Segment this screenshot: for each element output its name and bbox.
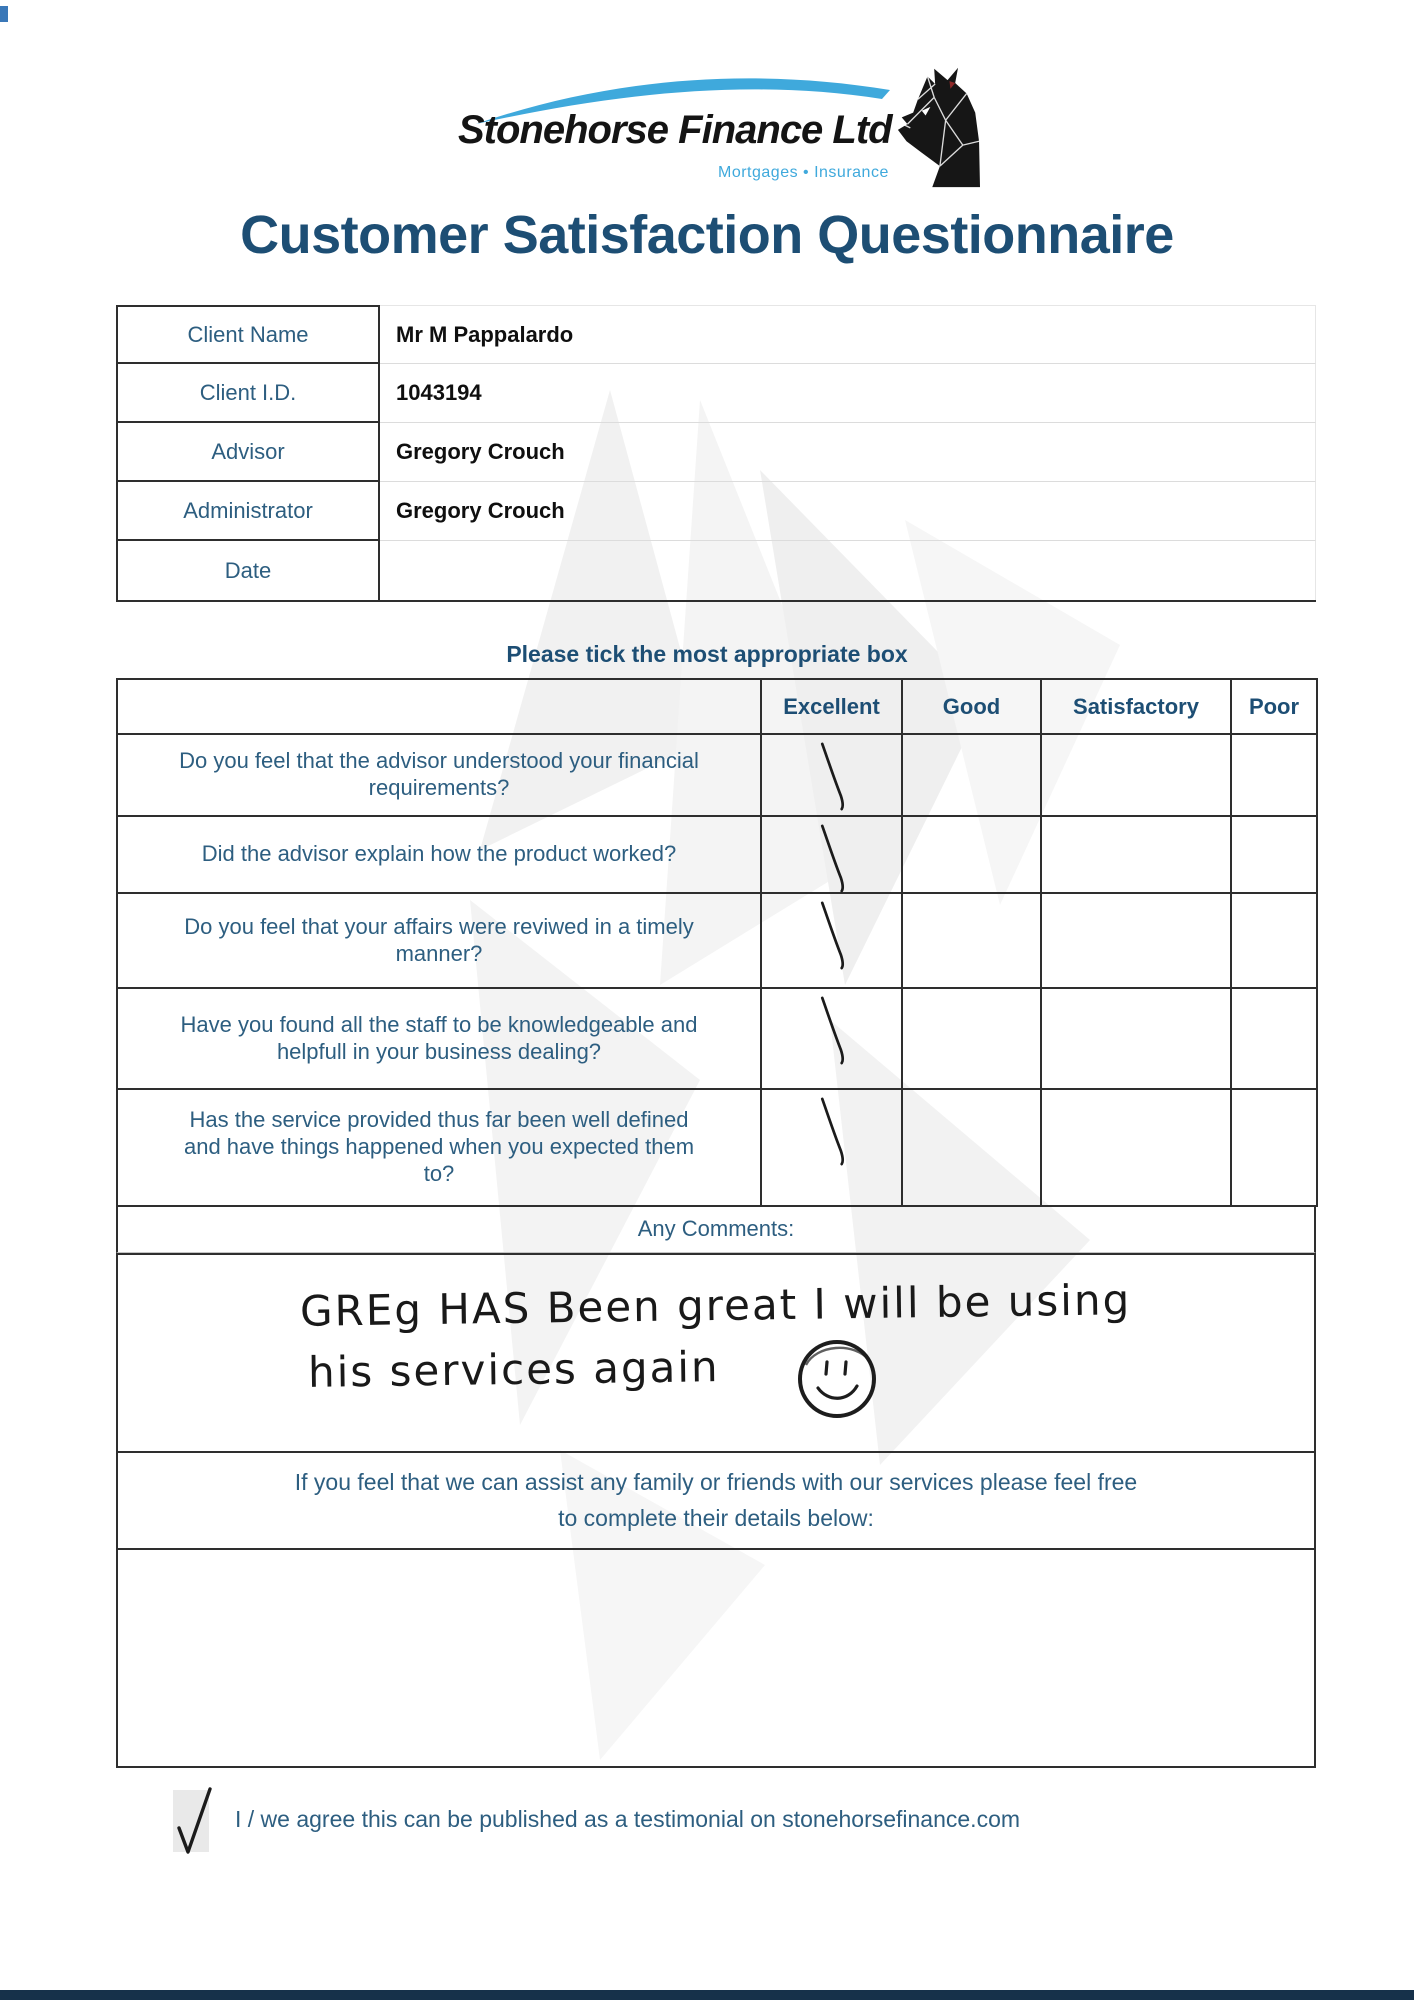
- question-text: Do you feel that your affairs were reviwed in a timely manner?: [118, 894, 762, 989]
- answer-cell: [1042, 989, 1232, 1090]
- answer-cell: [903, 817, 1042, 894]
- rating-table: [116, 678, 1318, 1207]
- comments-label: Any Comments:: [116, 1205, 1316, 1253]
- answer-cell: [1232, 894, 1318, 989]
- tick-mark-icon: [815, 900, 849, 970]
- tick-mark-icon: [815, 823, 849, 893]
- client-name-value: Mr M Pappalardo: [380, 305, 1316, 364]
- handwritten-comment-line1: GREg HAS Been great I will be using: [299, 1275, 1132, 1336]
- client-row: [116, 364, 1316, 423]
- brand-name: Stonehorse Finance Ltd: [458, 108, 892, 152]
- rating-header-empty-cell: [118, 680, 762, 735]
- testimonial-checkbox: [173, 1790, 209, 1852]
- smiley-icon: [790, 1331, 884, 1425]
- tick-mark-icon: [815, 1096, 849, 1166]
- question-text: Has the service provided thus far been well defined and have things happened when you expected them to?: [118, 1090, 762, 1207]
- column-header-excellent: Excellent: [762, 680, 903, 735]
- referral-note: [116, 1453, 1316, 1550]
- comments-box: [116, 1253, 1316, 1453]
- answer-cell: [762, 894, 903, 989]
- column-header-good: Good: [903, 680, 1042, 735]
- answer-cell: [1042, 894, 1232, 989]
- answer-cell: [1042, 735, 1232, 817]
- answer-cell: [903, 735, 1042, 817]
- client-row: [116, 541, 1316, 600]
- question-text: Have you found all the staff to be knowledgeable and helpfull in your business dealing?: [118, 989, 762, 1090]
- answer-cell: [903, 894, 1042, 989]
- check-icon: [168, 1782, 218, 1860]
- answer-cell: [1042, 817, 1232, 894]
- footer-bar: [0, 1990, 1414, 2000]
- client-info-table: [116, 305, 1316, 602]
- referral-line2: to complete their details below:: [558, 1504, 874, 1531]
- question-row: [118, 894, 1318, 989]
- page-title: Customer Satisfaction Questionnaire: [240, 205, 1174, 265]
- instruction-text: Please tick the most appropriate box: [506, 641, 908, 667]
- question-row: [118, 735, 1318, 817]
- question-row: [118, 1090, 1318, 1207]
- date-value: [380, 541, 1316, 600]
- column-header-satisfactory: Satisfactory: [1042, 680, 1232, 735]
- company-logo: [452, 52, 982, 194]
- testimonial-text: I / we agree this can be published as a testimonial on stonehorsefinance.com: [235, 1806, 1021, 1832]
- tick-mark-icon: [815, 741, 849, 811]
- question-text: Do you feel that the advisor understood your financial requirements?: [118, 735, 762, 817]
- client-row: [116, 305, 1316, 364]
- answer-cell: [1232, 735, 1318, 817]
- answer-cell: [762, 817, 903, 894]
- question-row: [118, 817, 1318, 894]
- answer-cell: [903, 989, 1042, 1090]
- referral-details-box: [116, 1550, 1316, 1768]
- testimonial-consent: [173, 1782, 1313, 1866]
- answer-cell: [1042, 1090, 1232, 1207]
- question-row: [118, 989, 1318, 1090]
- answer-cell: [1232, 817, 1318, 894]
- answer-cell: [762, 989, 903, 1090]
- answer-cell: [762, 1090, 903, 1207]
- date-label: Date: [116, 541, 380, 600]
- client-id-label: Client I.D.: [116, 364, 380, 423]
- client-name-label: Client Name: [116, 305, 380, 364]
- horse-head-icon: [896, 64, 980, 188]
- question-text: Did the advisor explain how the product worked?: [118, 817, 762, 894]
- client-row: [116, 482, 1316, 541]
- column-header-poor: Poor: [1232, 680, 1318, 735]
- handwritten-comment-line2: his services again: [307, 1342, 720, 1397]
- tick-mark-icon: [815, 995, 849, 1065]
- advisor-value: Gregory Crouch: [380, 423, 1316, 482]
- advisor-label: Advisor: [116, 423, 380, 482]
- administrator-value: Gregory Crouch: [380, 482, 1316, 541]
- client-row: [116, 423, 1316, 482]
- page-edge-mark: [0, 6, 8, 22]
- answer-cell: [1232, 989, 1318, 1090]
- client-id-value: 1043194: [380, 364, 1316, 423]
- logo-tagline: Mortgages • Insurance: [718, 164, 889, 181]
- answer-cell: [903, 1090, 1042, 1207]
- answer-cell: [1232, 1090, 1318, 1207]
- rating-header-row: [118, 680, 1318, 735]
- administrator-label: Administrator: [116, 482, 380, 541]
- answer-cell: [762, 735, 903, 817]
- referral-line1: If you feel that we can assist any family or friends with our services please feel free: [294, 1468, 1138, 1495]
